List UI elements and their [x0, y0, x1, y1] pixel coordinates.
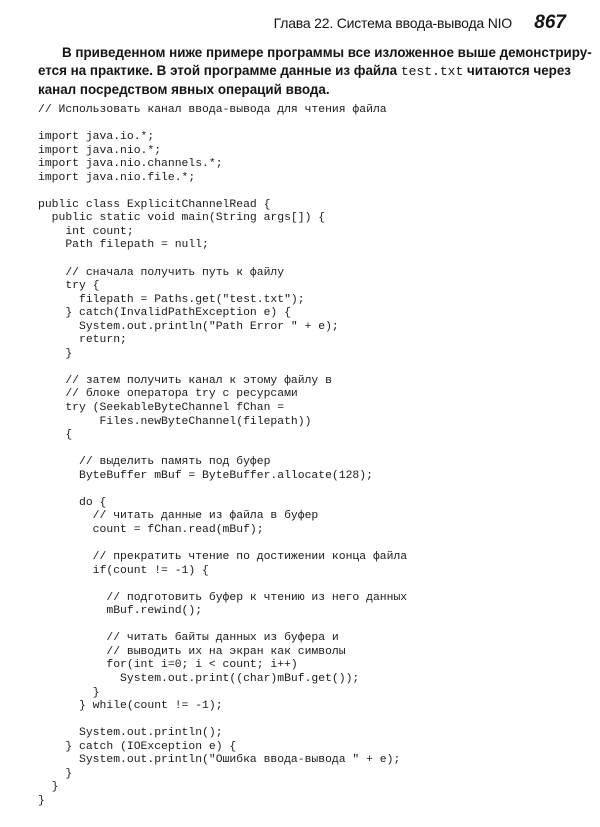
code-line: [38, 118, 578, 132]
code-line: import java.nio.channels.*;: [38, 158, 223, 171]
code-line: // выводить их на экран как символы: [38, 645, 346, 658]
code-line: count = fChan.read(mBuf);: [38, 523, 264, 536]
code-line: System.out.print((char)mBuf.get());: [38, 672, 360, 685]
code-line: {: [38, 429, 73, 442]
file-name: test.txt: [400, 64, 464, 79]
code-line: import java.io.*;: [38, 131, 155, 144]
code-line: import java.nio.file.*;: [38, 171, 196, 184]
intro-paragraph: [38, 44, 592, 99]
code-line: [38, 185, 578, 199]
code-line: return;: [38, 334, 127, 347]
code-line: } while(count != -1);: [38, 700, 223, 713]
code-line: }: [38, 767, 73, 780]
code-line: for(int i=0; i < count; i++): [38, 659, 298, 672]
code-line: // сначала получить путь к файлу: [38, 266, 285, 279]
code-line: try (SeekableByteChannel fChan =: [38, 402, 285, 415]
code-line: [38, 361, 578, 375]
code-line: mBuf.rewind();: [38, 605, 203, 618]
code-line: // читать байты данных из буфера и: [38, 632, 339, 645]
chapter-title: Глава 22. Система ввода-вывода NIO: [273, 15, 512, 31]
code-line: import java.nio.*;: [38, 144, 162, 157]
code-line: [38, 538, 578, 552]
code-line: // выделить память под буфер: [38, 456, 271, 469]
code-line: } catch(InvalidPathException e) {: [38, 307, 291, 320]
code-line: [38, 714, 578, 728]
code-listing: [38, 104, 578, 808]
code-line: // Использовать канал ввода-вывода для чтения файла: [38, 104, 387, 116]
intro-line-1: В приведенном ниже примере программы все изложенное выше демонстриру-: [62, 45, 592, 60]
code-line: public class ExplicitChannelRead {: [38, 198, 271, 211]
intro-line-2-start: ется на практике. В этой программе данные из файла: [38, 63, 401, 78]
code-line: // затем получить канал к этому файлу в: [38, 374, 332, 387]
code-line: // прекратить чтение по достижении конца файла: [38, 551, 408, 564]
code-line: }: [38, 781, 59, 794]
code-line: [38, 253, 578, 267]
code-line: [38, 443, 578, 457]
code-line: do {: [38, 496, 107, 509]
code-line: [38, 619, 578, 633]
code-line: filepath = Paths.get("test.txt");: [38, 293, 305, 306]
code-line: if(count != -1) {: [38, 564, 209, 577]
code-line: Files.newByteChannel(filepath)): [38, 415, 312, 428]
code-line: public static void main(String args[]) {: [38, 212, 326, 225]
code-line: System.out.println();: [38, 727, 223, 740]
code-line: ByteBuffer mBuf = ByteBuffer.allocate(128);: [38, 469, 373, 482]
code-line: // блоке оператора try с ресурсами: [38, 388, 298, 401]
code-line: // читать данные из файла в буфер: [38, 510, 319, 523]
intro-line-2: [38, 62, 571, 81]
code-line: } catch (IOException e) {: [38, 740, 237, 753]
code-line: System.out.println("Path Error " + e);: [38, 320, 339, 333]
code-line: // подготовить буфер к чтению из него данных: [38, 591, 408, 604]
code-line: [38, 483, 578, 497]
code-line: int count;: [38, 225, 134, 238]
code-line: }: [38, 794, 45, 807]
code-line: [38, 578, 578, 592]
running-header: [0, 12, 600, 40]
code-line: System.out.println("Ошибка ввода-вывода " + e);: [38, 754, 401, 767]
code-line: }: [38, 347, 73, 360]
intro-line-3: канал посредством явных операций ввода.: [38, 82, 330, 97]
code-line: Path filepath = null;: [38, 239, 209, 252]
code-line: }: [38, 686, 100, 699]
code-line: try {: [38, 280, 100, 293]
intro-line-2-end: читаются через: [463, 63, 571, 78]
page-number: 867: [534, 12, 566, 33]
